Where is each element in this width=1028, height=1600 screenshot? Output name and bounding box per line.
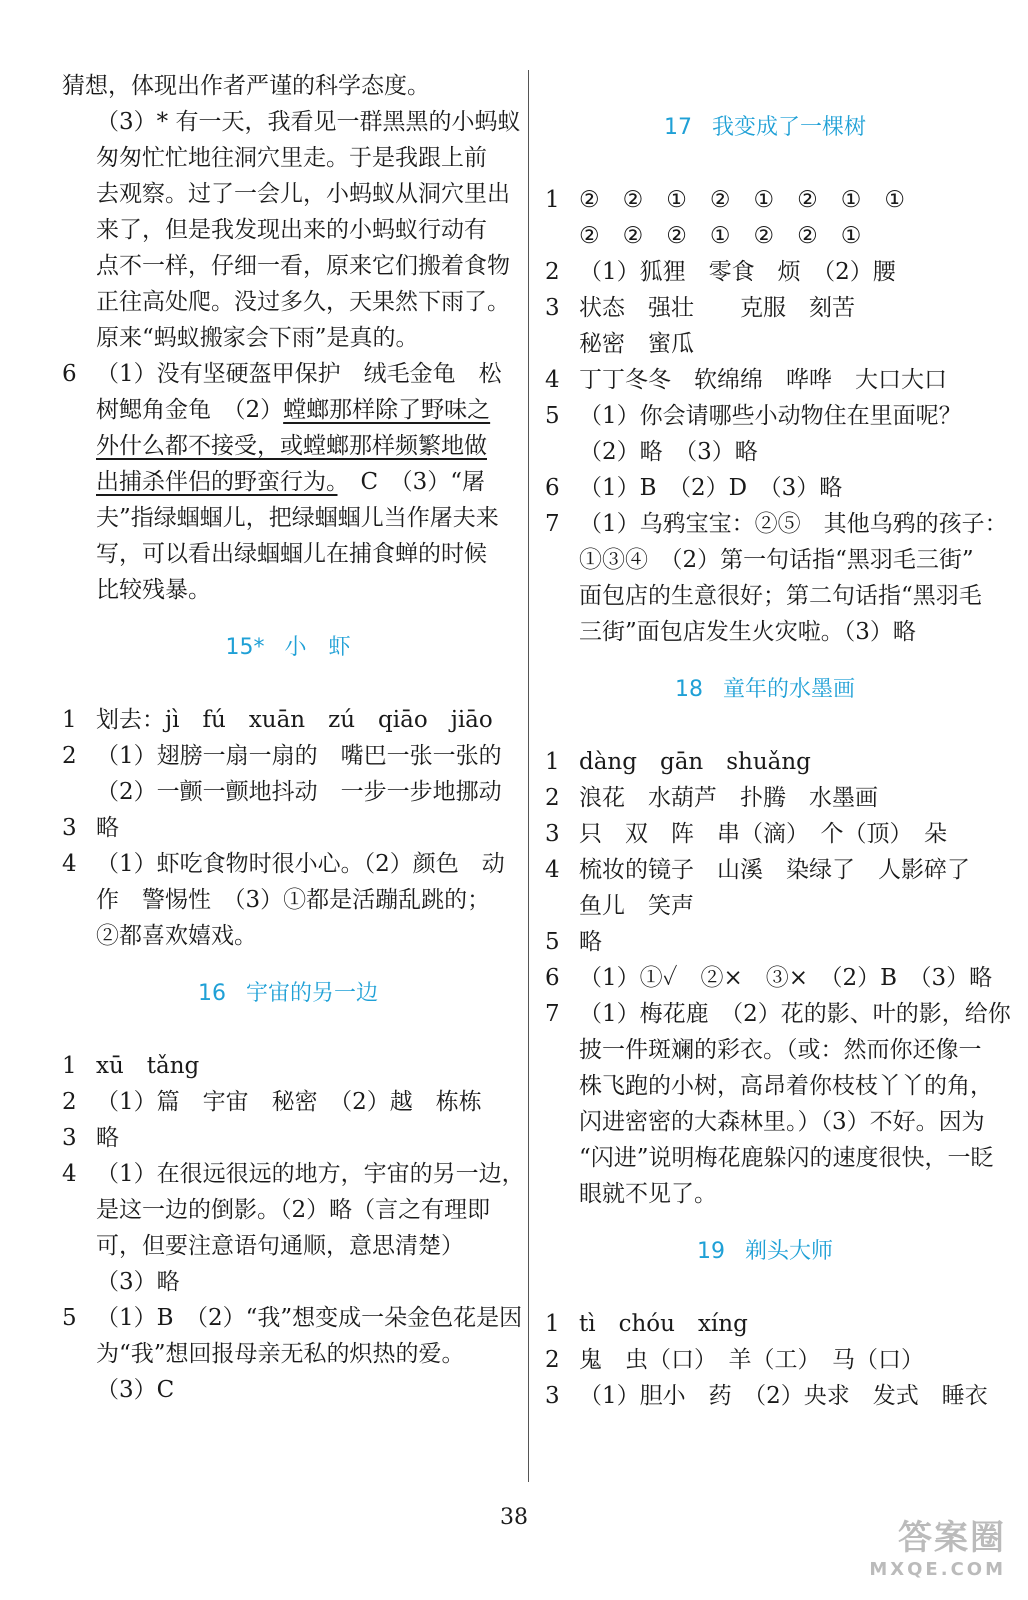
answer-item bbox=[545, 362, 985, 398]
text-line: （1）在很远很远的地方，宇宙的另一边， bbox=[96, 1161, 525, 1187]
text-line: （3）* 有一天，我看见一群黑黑的小蚂蚁 bbox=[96, 109, 521, 135]
right-column bbox=[545, 110, 1011, 1414]
text-line: 略 bbox=[96, 815, 119, 841]
item-number: 2 bbox=[545, 1347, 560, 1373]
text-line: 浪花 水葫芦 扑腾 水墨画 bbox=[579, 785, 878, 811]
section-name: 我变成了一棵树 bbox=[711, 115, 866, 140]
text-line: 作 警惕性 （3）①都是活蹦乱跳的； bbox=[96, 887, 491, 913]
text-line: （1）梅花鹿 （2）花的影、叶的影，给你 bbox=[579, 1001, 1011, 1027]
text-line: dàng gān shuǎng bbox=[579, 749, 811, 775]
answer-item bbox=[545, 924, 985, 960]
section-number: 15* bbox=[225, 635, 265, 660]
answer-item bbox=[62, 1084, 514, 1120]
answer-item bbox=[545, 852, 985, 924]
answer-item bbox=[545, 470, 985, 506]
item-number: 4 bbox=[545, 367, 560, 393]
text-line: 丁丁冬冬 软绵绵 哗哗 大口大口 bbox=[579, 367, 947, 393]
section-number: 16 bbox=[197, 981, 226, 1006]
answer-item bbox=[545, 506, 1008, 650]
text-line: 状态 强壮 克服 刻苦 bbox=[579, 295, 855, 321]
item-number: 3 bbox=[62, 815, 77, 841]
text-line: 三街”面包店发生火灾啦。（3）略 bbox=[579, 619, 916, 645]
underlined-text: 出捕杀伴侣的野蛮行为。 bbox=[96, 469, 338, 495]
answer-item bbox=[545, 780, 985, 816]
text-line: 猜想，体现出作者严谨的科学态度。 bbox=[62, 73, 430, 99]
answer-item bbox=[62, 1048, 514, 1084]
section-number: 17 bbox=[663, 115, 692, 140]
item-number: 1 bbox=[62, 1053, 77, 1079]
text-line: （1）胆小 药 （2）央求 发式 睡衣 bbox=[579, 1383, 988, 1409]
answer-item bbox=[62, 846, 514, 954]
text-line: 去观察。过了一会儿，小蚂蚁从洞穴里出 bbox=[96, 181, 510, 207]
text-line: ②都喜欢嬉戏。 bbox=[96, 923, 257, 949]
item-number: 7 bbox=[545, 511, 560, 537]
section-title bbox=[62, 976, 514, 1012]
answer-item bbox=[62, 702, 514, 738]
text-line bbox=[96, 464, 514, 500]
item-number: 4 bbox=[545, 857, 560, 883]
answer-item bbox=[545, 960, 993, 996]
underlined-text: 螳螂那样除了野味之 bbox=[283, 397, 491, 423]
text-line: （2）一颤一颤地抖动 一步一步地挪动 bbox=[96, 779, 502, 805]
item-number: 3 bbox=[545, 1383, 560, 1409]
text-line: 匆匆忙忙地往洞穴里走。于是我跟上前 bbox=[96, 145, 487, 171]
item-number: 5 bbox=[545, 403, 560, 429]
text-line: （1）虾吃食物时很小心。（2）颜色 动 bbox=[96, 851, 505, 877]
text-line: 是这一边的倒影。（2）略（言之有理即 bbox=[96, 1197, 491, 1223]
answer-item bbox=[62, 810, 514, 846]
item-number: 3 bbox=[545, 295, 560, 321]
item-number: 3 bbox=[62, 1125, 77, 1151]
item-body bbox=[96, 356, 514, 608]
item-number: 1 bbox=[62, 707, 77, 733]
text-line: （1）①✓ ②× ③× （2）B （3）略 bbox=[579, 965, 993, 991]
text-line: 只 双 阵 串（滴） 个（顶） 朵 bbox=[579, 821, 947, 847]
answer-item bbox=[545, 816, 985, 852]
text-line: xū tǎng bbox=[96, 1053, 200, 1079]
text-line: 株飞跑的小树，高昂着你枝枝丫丫的角， bbox=[579, 1073, 993, 1099]
text-line: 闪进密密的大森林里。）（3）不好。因为 bbox=[579, 1109, 985, 1135]
text-line: 梳妆的镜子 山溪 染绿了 人影碎了 bbox=[579, 857, 970, 883]
text-line: ② ② ① ② ① ② ① ① bbox=[579, 187, 905, 213]
text-line: 鬼 虫（口） 羊（工） 马（口） bbox=[579, 1347, 924, 1373]
section-number: 19 bbox=[696, 1239, 725, 1264]
text-line: 眼就不见了。 bbox=[579, 1181, 717, 1207]
item-number: 4 bbox=[62, 851, 77, 877]
text-line: 为“我”想回报母亲无私的炽热的爱。 bbox=[96, 1341, 465, 1367]
item-number: 5 bbox=[62, 1305, 77, 1331]
text-line: tì chóu xíng bbox=[579, 1311, 748, 1337]
section-name: 剃头大师 bbox=[744, 1239, 833, 1264]
watermark-logo bbox=[806, 1510, 1006, 1580]
item-number: 2 bbox=[545, 785, 560, 811]
section-number: 18 bbox=[674, 677, 703, 702]
text-line: （1）篇 宇宙 秘密 （2）越 栋栋 bbox=[96, 1089, 482, 1115]
answer-item bbox=[545, 744, 985, 780]
answer-item bbox=[545, 1342, 985, 1378]
item-number: 4 bbox=[62, 1161, 77, 1187]
underlined-text: 外什么都不接受，或螳螂那样频繁地做 bbox=[96, 433, 487, 459]
section-name: 童年的水墨画 bbox=[722, 677, 855, 702]
text-line: （3）C bbox=[96, 1377, 175, 1403]
text-line: （1）没有坚硬盔甲保护 绒毛金龟 松 bbox=[96, 361, 502, 387]
answer-item bbox=[62, 738, 514, 810]
answer-item bbox=[62, 1120, 514, 1156]
section-title bbox=[545, 1234, 985, 1270]
answer-item bbox=[62, 1156, 525, 1300]
item-number: 1 bbox=[545, 187, 560, 213]
text-line: （2）略 （3）略 bbox=[579, 439, 758, 465]
text-line: 来了，但是我发现出来的小蚂蚁行动有 bbox=[96, 217, 487, 243]
text-line: （1）狐狸 零食 烦 （2）腰 bbox=[579, 259, 896, 285]
text-line: （1）你会请哪些小动物住在里面呢？ bbox=[579, 403, 962, 429]
text-line: 略 bbox=[96, 1125, 119, 1151]
answer-item bbox=[62, 356, 514, 608]
text-line: 可，但要注意语句通顺，意思清楚） bbox=[96, 1233, 464, 1259]
text-line: 面包店的生意很好；第二句话指“黑羽毛 bbox=[579, 583, 982, 609]
text-line: 秘密 蜜瓜 bbox=[579, 331, 694, 357]
page-number: 38 bbox=[500, 1505, 528, 1530]
answer-item bbox=[545, 398, 985, 470]
answer-item bbox=[545, 290, 985, 362]
text-line: （1）B （2）D （3）略 bbox=[579, 475, 843, 501]
section-title bbox=[545, 672, 985, 708]
item-number: 6 bbox=[62, 361, 77, 387]
left-column bbox=[62, 68, 525, 1408]
section-name: 宇宙的另一边 bbox=[245, 981, 378, 1006]
answer-item bbox=[545, 182, 985, 254]
text-line: 比较残暴。 bbox=[96, 577, 211, 603]
item-number: 2 bbox=[545, 259, 560, 285]
item-number: 5 bbox=[545, 929, 560, 955]
watermark-top: 答案圈 bbox=[898, 1518, 1006, 1558]
item-number: 2 bbox=[62, 1089, 77, 1115]
answer-item bbox=[545, 1306, 985, 1342]
item-number: 2 bbox=[62, 743, 77, 769]
item-number: 7 bbox=[545, 1001, 560, 1027]
answer-item bbox=[62, 1300, 523, 1408]
section-title bbox=[545, 110, 985, 146]
answer-item bbox=[545, 254, 985, 290]
text-line: 鱼儿 笑声 bbox=[579, 893, 694, 919]
text-line: ② ② ② ① ② ② ① bbox=[579, 223, 862, 249]
section-name: 小 虾 bbox=[284, 635, 351, 660]
text-line: （1）B （2）“我”想变成一朵金色花是因 bbox=[96, 1305, 523, 1331]
text-line: 点不一样，仔细一看，原来它们搬着食物 bbox=[96, 253, 510, 279]
text-line: （3）略 bbox=[96, 1269, 180, 1295]
text-line: “闪进”说明梅花鹿躲闪的速度很快，一眨 bbox=[579, 1145, 994, 1171]
text-line bbox=[96, 392, 514, 428]
section-title bbox=[62, 630, 514, 666]
text-line: 写，可以看出绿蝈蝈儿在捕食蝉的时候 bbox=[96, 541, 487, 567]
text-line: 略 bbox=[579, 929, 602, 955]
text-line: 划去：jì fú xuān zú qiāo jiāo bbox=[96, 707, 493, 733]
item-number: 6 bbox=[545, 965, 560, 991]
text-span: C （3）“屠 bbox=[337, 469, 485, 495]
text-line: （1）翅膀一扇一扇的 嘴巴一张一张的 bbox=[96, 743, 502, 769]
text-line: 正往高处爬。没过多久，天果然下雨了。 bbox=[96, 289, 510, 315]
column-divider bbox=[528, 70, 529, 1482]
item-number: 1 bbox=[545, 749, 560, 775]
answer-item bbox=[545, 996, 1011, 1212]
answer-item bbox=[545, 1378, 988, 1414]
item-number: 3 bbox=[545, 821, 560, 847]
text-span: 树鳃角金龟 （2） bbox=[96, 397, 284, 423]
watermark-bottom: MXQE.COM bbox=[869, 1559, 1006, 1580]
text-line: 披一件斑斓的彩衣。（或：然而你还像一 bbox=[579, 1037, 982, 1063]
item-number: 6 bbox=[545, 475, 560, 501]
text-line: （1）乌鸦宝宝：②⑤ 其他乌鸦的孩子： bbox=[579, 511, 1008, 537]
text-line: 夫”指绿蝈蝈儿，把绿蝈蝈儿当作屠夫来 bbox=[96, 505, 499, 531]
item-number: 1 bbox=[545, 1311, 560, 1337]
text-line: 原来“蚂蚁搬家会下雨”是真的。 bbox=[96, 325, 419, 351]
text-line: ①③④ （2）第一句话指“黑羽毛三街” bbox=[579, 547, 974, 573]
